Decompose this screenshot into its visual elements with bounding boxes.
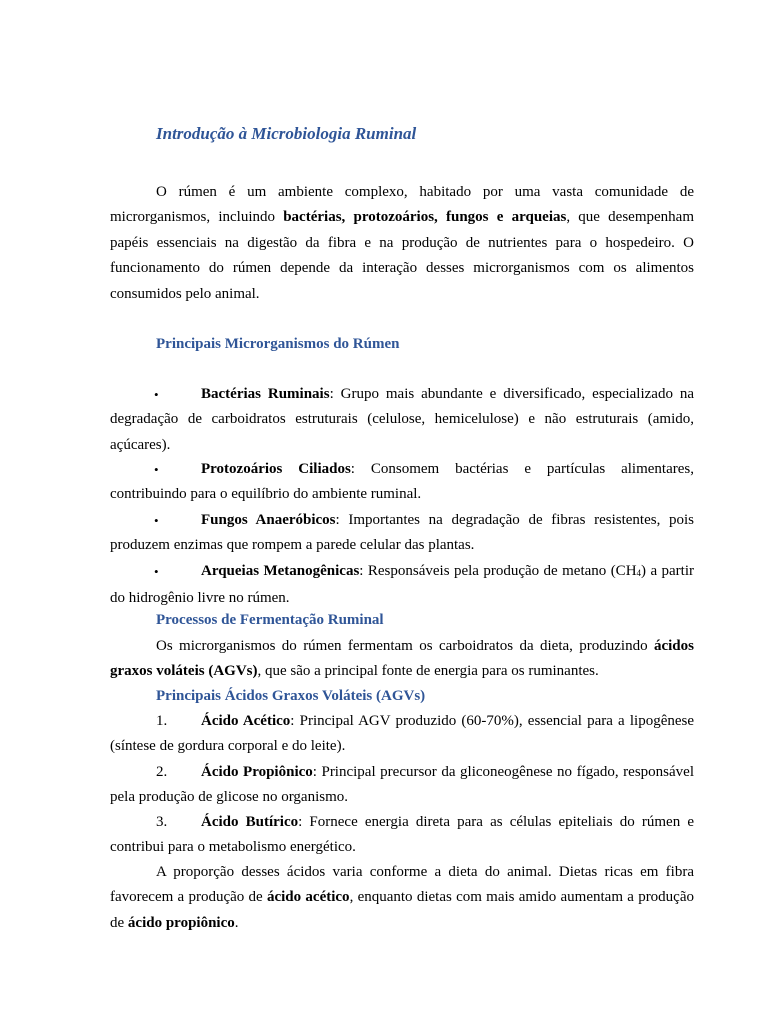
subscript-4: 4: [636, 568, 642, 578]
list-item-fungos: [110, 508, 694, 559]
item-label: Ácido Butírico: [201, 814, 299, 830]
item-label: Ácido Propiônico: [201, 764, 313, 780]
fermentacao-bold: ácidos graxos voláteis (AGVs): [110, 638, 694, 680]
bullet-icon: •: [154, 387, 159, 402]
intro-bold: bactérias, protozoários, fungos e arqueias: [283, 209, 567, 226]
closing-text-3: .: [234, 914, 239, 931]
closing-bold-1: ácido acético: [266, 889, 350, 906]
closing-text-1: A proporção desses ácidos varia conforme a dieta do animal. Dietas ricas em fibra favorecem a produção de: [110, 864, 694, 906]
item-text: : Importantes na degradação de fibras resistentes, pois produzem enzimas que rompem a parede celular das plantas.: [110, 512, 694, 554]
list-item-acetico: [110, 709, 694, 760]
list-item-propionico: [110, 760, 694, 811]
item-text: : Fornece energia direta para as células epiteliais do rúmen e contribui para o metabolismo energético.: [110, 814, 694, 856]
section-heading-agvs: Principais Ácidos Graxos Voláteis (AGVs): [156, 688, 426, 704]
list-number: 1.: [156, 713, 168, 729]
closing-text-2: , enquanto dietas com mais amido aumentam a produção de: [110, 889, 694, 931]
closing-bold-2: ácido propiônico: [127, 914, 235, 931]
fermentacao-paragraph: [110, 634, 694, 685]
item-text: : Consomem bactérias e partículas alimentares, contribuindo para o equilíbrio do ambiente ruminal.: [110, 461, 694, 503]
document-title: Introdução à Microbiologia Ruminal: [156, 124, 417, 143]
closing-paragraph: [110, 860, 694, 936]
bullet-icon: •: [154, 564, 159, 579]
item-label: Arqueias Metanogênicas: [201, 563, 360, 579]
list-number: 2.: [156, 764, 168, 780]
fermentacao-text-1: Os microrganismos do rúmen fermentam os carboidratos da dieta, produzindo: [156, 638, 654, 654]
bullet-icon: •: [154, 513, 159, 528]
list-item-arqueias: [110, 559, 694, 612]
list-item-butirico: [110, 810, 694, 861]
item-label: Bactérias Ruminais: [201, 386, 330, 402]
item-label: Ácido Acético: [201, 713, 291, 729]
item-text-2: ) a partir do hidrogênio livre no rúmen.: [110, 563, 694, 607]
item-text: : Principal precursor da gliconeogênese no fígado, responsável pela produção de glicose no organismo.: [110, 764, 694, 806]
intro-paragraph: [110, 180, 694, 307]
item-label: Protozoários Ciliados: [201, 461, 351, 477]
item-text: : Responsáveis pela produção de metano (CH: [359, 563, 637, 579]
section-heading-microrganismos: Principais Microrganismos do Rúmen: [156, 336, 400, 352]
fermentacao-text-2: , que são a principal fonte de energia para os ruminantes.: [257, 663, 599, 680]
intro-text-1: O rúmen é um ambiente complexo, habitado por uma vasta comunidade de microrganismos, incluindo: [110, 184, 694, 226]
item-label: Fungos Anaeróbicos: [201, 512, 336, 528]
item-text: : Principal AGV produzido (60-70%), essencial para a lipogênese (síntese de gordura corporal e do leite).: [110, 713, 695, 755]
section-heading-fermentacao: Processos de Fermentação Ruminal: [156, 612, 384, 628]
bullet-icon: •: [154, 462, 159, 477]
intro-text-2: , que desempenham papéis essenciais na digestão da fibra e na produção de nutrientes para o hospedeiro. O funcionamento do rúmen depende da interação desses microrganismos com os alimentos consumidos pelo animal.: [110, 209, 694, 302]
list-item-bacterias: [110, 382, 694, 458]
list-item-protozoarios: [110, 457, 694, 508]
list-number: 3.: [156, 814, 168, 830]
item-text: : Grupo mais abundante e diversificado, especializado na degradação de carboidratos estruturais (celulose, hemicelulose) e não estruturais (amido, açúcares).: [110, 386, 695, 453]
